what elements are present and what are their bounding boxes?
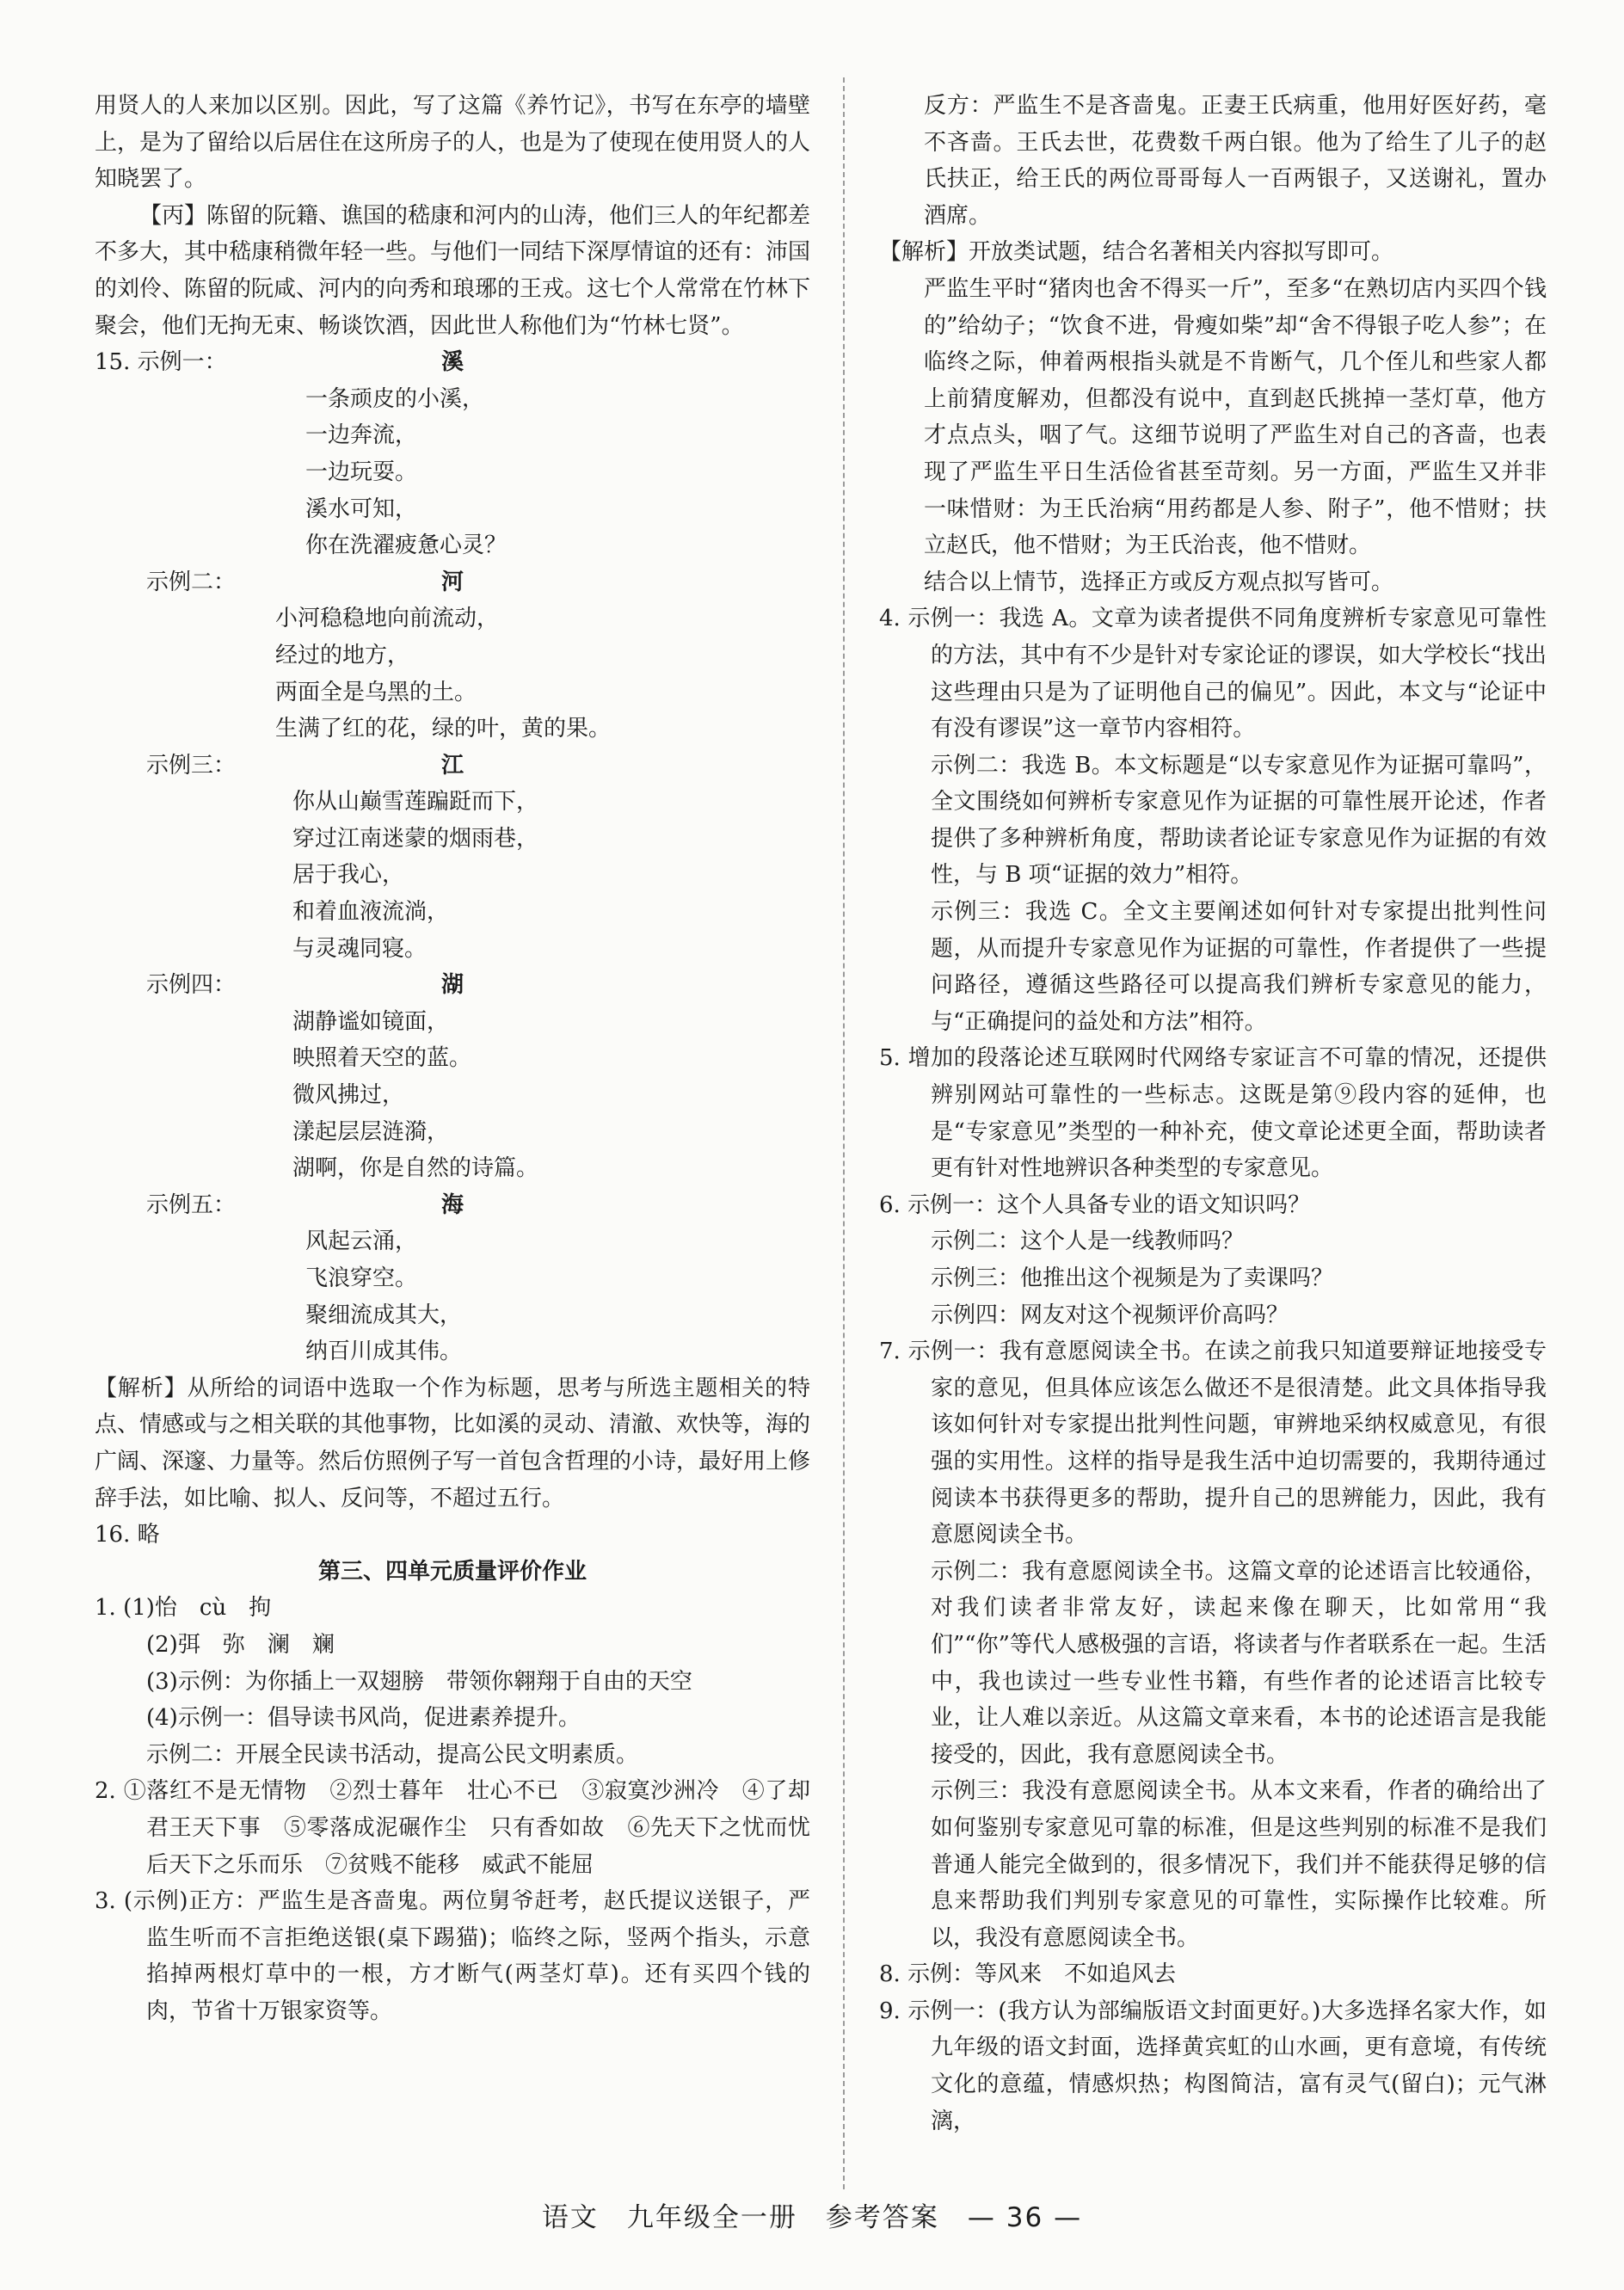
poem-line: 你从山巅雪莲蹁跹而下， (292, 789, 539, 816)
poem-example-header (95, 748, 810, 785)
answer-subitem: 示例二：这个人是一线教师吗？ (931, 1228, 1245, 1255)
poem-title: 湖 (440, 972, 464, 999)
answer-subitem: 反方：严监生不是吝啬鬼。正妻王氏病重，他用好医好药，毫不吝啬。王氏去世，花费数千两白银。他为了给生了儿子的赵氏扶正，给王氏的两位哥哥每人一百两银子，又送谢礼，置办酒席。 (924, 93, 1547, 229)
answer-item: 5. 增加的段落论述互联网时代网络专家证言不可靠的情况，还提供辨别网站可靠性的一些标志。这既是第⑨段内容的延伸，也是“专家意见”类型的一种补充，使文章论述更全面，帮助读者更有针对性地辨识各种类型的专家意见。 (879, 1045, 1547, 1182)
answer-item: 7. 示例一：我有意愿阅读全书。在读之前我只知道要辩证地接受专家的意见，但具体应该怎么做还不是很清楚。此文具体指导我该如何针对专家提出批判性问题，审辨地采纳权威意见，有很强的实用性。这样的指导是我生活中迫切需要的，我期待通过阅读本书获得更多的帮助，提升自己的思辨能力，因此，我有意愿阅读全书。 (879, 1339, 1547, 1548)
poem-example-header (95, 564, 810, 601)
poem-line: 穿过江南迷蒙的烟雨巷， (292, 825, 539, 852)
poem-title: 河 (440, 569, 464, 595)
poem-example-header (95, 967, 810, 1004)
poem-line: 小河稳稳地向前流动， (275, 606, 500, 632)
poem-line: 经过的地方， (275, 642, 410, 668)
answer-subitem: 示例二：开展全民读书活动，提高公民文明素质。 (146, 1741, 639, 1768)
answer-subitem: (3)示例：为你插上一双翅膀 带领你翱翔于自由的天空 (146, 1668, 692, 1695)
answer-item: 9. 示例一：(我方认为部编版语文封面更好。)大多选择名家大作，如九年级的语文封面，选择黄宾虹的山水画，更有意境，有传统文化的意蕴，情感炽热；构图简洁，富有灵气(留白)；元气淋漓， (879, 1998, 1547, 2134)
poem-line: 映照着天空的蓝。 (292, 1045, 472, 1072)
poem-example-header (95, 1187, 810, 1224)
poem-line: 湖啊，你是自然的诗篇。 (292, 1155, 539, 1182)
poem-line: 聚细流成其大， (305, 1302, 463, 1328)
poem-title: 溪 (440, 349, 464, 376)
poem-line: 飞浪穿空。 (305, 1265, 418, 1291)
answer-subitem: 结合以上情节，选择正方或反方观点拟写皆可。 (924, 569, 1394, 595)
poem-line: 生满了红的花，绿的叶，黄的果。 (275, 716, 612, 742)
example-label: 示例二： (146, 569, 237, 595)
poem-line: 漾起层层涟漪， (292, 1118, 450, 1145)
answer-item: 6. 示例一：这个人具备专业的语文知识吗？ (879, 1191, 1311, 1218)
poem-line: 一边奔流， (305, 422, 418, 449)
poem-line: 湖静谧如镜面， (292, 1008, 450, 1035)
example-label: 15. 示例一： (95, 349, 227, 376)
paragraph: 【解析】开放类试题，结合名著相关内容拟写即可。 (879, 239, 1394, 266)
answer-item: 8. 示例：等风来 不如追风去 (879, 1961, 1177, 1988)
paragraph: 【解析】从所给的词语中选取一个作为标题，思考与所选主题相关的特点、情感或与之相关联的其他事物，比如溪的灵动、清澈、欢快等，海的广阔、深邃、力量等。然后仿照例子写一首包含哲理的小诗，最好用上修辞手法，如比喻、拟人、反问等，不超过五行。 (95, 1375, 811, 1511)
answer-subitem: 示例三：我没有意愿阅读全书。从本文来看，作者的确给出了如何鉴别专家意见可靠的标准，但是这些判别的标准不是我们普通人能完全做到的，很多情况下，我们并不能获得足够的信息来帮助我们判别专家意见的可靠性，实际操作比较难。所以，我没有意愿阅读全书。 (931, 1778, 1547, 1951)
left-column (95, 88, 834, 2029)
answer-subitem: 示例三：我选 C。全文主要阐述如何针对专家提出批判性问题，从而提升专家意见作为证据的可靠性，作者提供了一些提问路径，遵循这些路径可以提高我们辨析专家意见的能力，与“正确提问的益处和方法”相符。 (931, 899, 1547, 1035)
poem-line: 一条顽皮的小溪， (305, 385, 485, 412)
poem-line: 一边玩耍。 (305, 459, 418, 485)
paragraph: 16. 略 (95, 1522, 160, 1548)
answer-subitem: 严监生平时“猪肉也舍不得买一斤”，至多“在熟切店内买四个钱的”给幼子；“饮食不进，骨瘦如柴”却“舍不得银子吃人参”；在临终之际，伸着两根指头就是不肯断气，几个侄儿和些家人都上前猜度解劝，但都没有说中，直到赵氏挑掉一茎灯草，他方才点点头，咽了气。这细节说明了严监生对自己的吝啬，也表现了严监生平日生活俭省甚至苛刻。另一方面，严监生又并非一味惜财：为王氏治病“用药都是人参、附子”，他不惜财；扶立赵氏，他不惜财；为王氏治丧，他不惜财。 (924, 275, 1547, 559)
poem-line: 纳百川成其伟。 (305, 1339, 463, 1365)
paragraph: 用贤人的人来加以区别。因此，写了这篇《养竹记》，书写在东亭的墙壁上，是为了留给以后居住在这所房子的人，也是为了使现在使用贤人的人知晓罢了。 (95, 93, 811, 193)
answer-item: 4. 示例一：我选 A。文章为读者提供不同角度辨析专家意见可靠性的方法，其中有不少是针对专家论证的谬误，如大学校长“找出这些理由只是为了证明他自己的偏见”。因此，本文与“论证中有没有谬误”这一章节内容相符。 (879, 606, 1547, 742)
paragraph: 【丙】陈留的阮籍、谯国的嵇康和河内的山涛，他们三人的年纪都差不多大，其中嵇康稍微年轻一些。与他们一同结下深厚情谊的还有：沛国的刘伶、陈留的阮咸、河内的向秀和琅琊的王戎。这七个人常常在竹林下聚会，他们无拘无束、畅谈饮酒，因此世人称他们为“竹林七贤”。 (95, 202, 811, 339)
poem-line: 微风拂过， (292, 1082, 405, 1109)
poem-line: 与灵魂同寝。 (292, 935, 428, 962)
answer-subitem: 示例三：他推出这个视频是为了卖课吗？ (931, 1265, 1334, 1291)
answer-subitem: 示例四：网友对这个视频评价高吗？ (931, 1302, 1289, 1328)
poem-line: 居于我心， (292, 862, 405, 889)
example-label: 示例三： (146, 752, 237, 779)
answer-item: 2. ①落红不是无情物 ②烈士暮年 壮心不已 ③寂寞沙洲冷 ④了却君王天下事 ⑤零落成泥碾作尘 只有香如故 ⑥先天下之忧而忧 后天下之乐而乐 ⑦贫贱不能移 威武不能屈 (95, 1778, 834, 1878)
poem-line: 溪水可知， (305, 496, 418, 522)
poem-line: 你在洗濯疲惫心灵？ (305, 532, 508, 559)
example-label: 示例五： (146, 1191, 237, 1218)
column-divider (843, 77, 845, 2189)
section-heading: 第三、四单元质量评价作业 (317, 1558, 587, 1585)
poem-title: 海 (440, 1191, 464, 1218)
poem-example-header (95, 344, 810, 381)
poem-line: 和着血液流淌， (292, 899, 450, 926)
answer-subitem: 示例二：我有意愿阅读全书。这篇文章的论述语言比较通俗，对我们读者非常友好，读起来像在聊天，比如常用“我们”“你”等代人感极强的言语，将读者与作者联系在一起。生活中，我也读过一些专业性书籍，有些作者的论述语言比较专业，让人难以亲近。从这篇文章来看，本书的论述语言是我能接受的，因此，我有意愿阅读全书。 (931, 1558, 1547, 1768)
poem-line: 风起云涌， (305, 1228, 418, 1255)
paragraph: 1. (1)怡 cù 拘 (95, 1595, 272, 1622)
poem-line: 两面全是乌黑的土。 (275, 679, 477, 705)
page-footer: 语文 九年级全一册 参考答案 — 36 — (541, 2202, 1083, 2233)
answer-item: 3. (示例)正方：严监生是吝啬鬼。两位舅爷赶考，赵氏提议送银子，严监生听而不言拒绝送银(桌下踢猫)；临终之际，竖两个指头，示意掐掉两根灯草中的一根，方才断气(两茎灯草)。还有买四个钱的肉，节省十万银家资等。 (95, 1888, 810, 2024)
example-label: 示例四： (146, 972, 237, 999)
answer-subitem: (2)弭 弥 澜 斓 (146, 1631, 335, 1658)
poem-title: 江 (440, 752, 464, 779)
answer-subitem: 示例二：我选 B。本文标题是“以专家意见作为证据可靠吗”，全文围绕如何辨析专家意见作为证据的可靠性展开论述，作者提供了多种辨析角度，帮助读者论证专家意见作为证据的有效性，与 B 项“证据的效力”相符。 (931, 752, 1547, 889)
right-column (879, 88, 1547, 2139)
answer-subitem: (4)示例一：倡导读书风尚，促进素养提升。 (146, 1705, 581, 1732)
